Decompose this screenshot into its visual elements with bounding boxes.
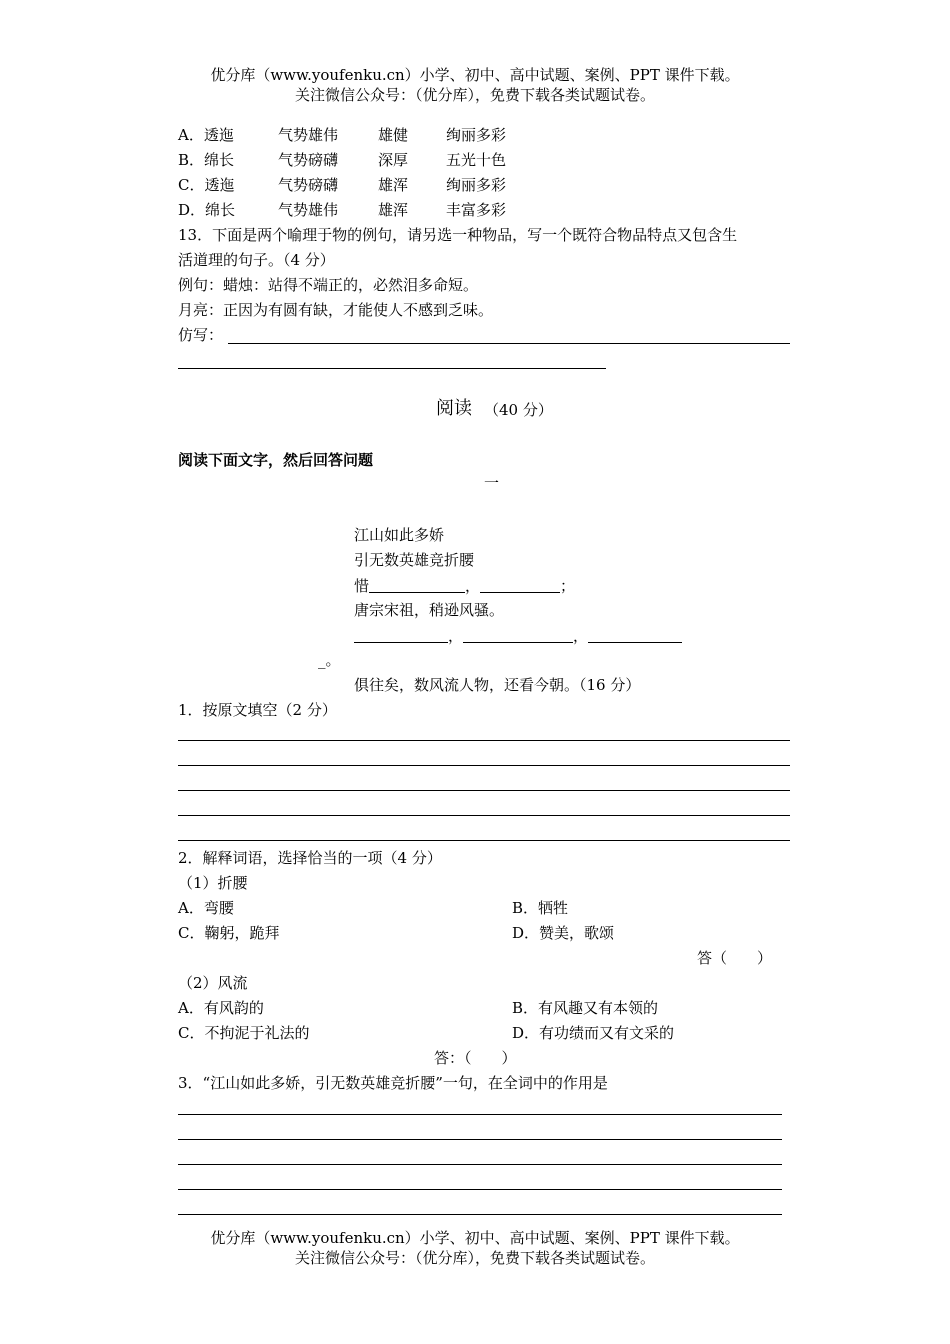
section-number: 一 <box>484 474 500 492</box>
q13-imitate-label: 仿写： <box>178 326 224 344</box>
q2-sub2-option-b: B．有风趣又有本领的 <box>512 999 659 1017</box>
q1-text: 1．按原文填空（2 分） <box>178 701 337 719</box>
poem-comma-2: ， <box>448 627 464 645</box>
option-b-col3: 深厚 <box>378 151 409 169</box>
poem-line-5 <box>354 628 682 644</box>
q1-answer-line[interactable] <box>178 740 790 741</box>
option-a-col4: 绚丽多彩 <box>446 126 507 144</box>
page-footer-line-1: 优分库（www.youfenku.cn）小学、初中、高中试题、案例、PPT 课件下载。 <box>210 1229 740 1247</box>
q13-line-1: 13．下面是两个喻理于物的例句，请另选一种物品，写一个既符合物品特点又包含生 <box>178 226 738 244</box>
q3-answer-line[interactable] <box>178 1189 782 1190</box>
q13-example-1: 例句：蜡烛：站得不端正的，必然泪多命短。 <box>178 276 479 294</box>
q3-text: 3．“江山如此多娇，引无数英雄竞折腰”一句，在全词中的作用是 <box>178 1074 608 1092</box>
option-b-col2: 气势磅礴 <box>278 151 339 169</box>
option-c-col4: 绚丽多彩 <box>446 176 507 194</box>
poem-semicolon: ； <box>560 577 576 595</box>
poem-blank-3[interactable] <box>354 628 448 643</box>
q2-sub2-option-c: C．不拘泥于礼法的 <box>178 1024 310 1042</box>
q2-sub1-option-b: B．牺牲 <box>512 899 569 917</box>
option-b-label: B．绵长 <box>178 151 235 169</box>
q1-answer-line[interactable] <box>178 790 790 791</box>
poem-line-5-end: _。 <box>318 651 341 669</box>
q2-text: 2．解释词语，选择恰当的一项（4 分） <box>178 849 442 867</box>
option-d-col3: 雄浑 <box>378 201 409 219</box>
poem-line-2: 引无数英雄竞折腰 <box>354 551 475 569</box>
q3-answer-line[interactable] <box>178 1139 782 1140</box>
q2-sub1: （1）折腰 <box>178 874 248 892</box>
q1-answer-line[interactable] <box>178 840 790 841</box>
option-b-col4: 五光十色 <box>446 151 507 169</box>
reading-score: （40 分） <box>484 401 553 419</box>
poem-blank-5[interactable] <box>588 628 682 643</box>
reading-instruction: 阅读下面文字，然后回答问题 <box>178 451 374 469</box>
option-c-label: C．透迤 <box>178 176 235 194</box>
q13-example-2: 月亮：正因为有圆有缺，才能使人不感到乏味。 <box>178 301 494 319</box>
poem-blank-2[interactable] <box>480 578 560 593</box>
poem-line-1: 江山如此多娇 <box>354 526 445 544</box>
q1-answer-line[interactable] <box>178 815 790 816</box>
q2-sub1-answer[interactable]: 答（ ） <box>697 949 773 967</box>
poem-blank-1[interactable] <box>369 578 465 593</box>
q13-answer-line-2[interactable] <box>178 368 606 369</box>
page-header-line-2: 关注微信公众号：（优分库），免费下载各类试题试卷。 <box>294 86 655 104</box>
poem-line-3 <box>354 578 575 594</box>
q2-sub2-option-d: D．有功绩而又有文采的 <box>512 1024 675 1042</box>
option-a-label: A．透迤 <box>178 126 234 144</box>
page-header-line-1: 优分库（www.youfenku.cn）小学、初中、高中试题、案例、PPT 课件下载。 <box>210 66 740 84</box>
poem-line-4: 唐宗宋祖，稍逊风骚。 <box>354 601 505 619</box>
poem-comma-3: ， <box>573 627 589 645</box>
option-d-label: D．绵长 <box>178 201 236 219</box>
q1-answer-line[interactable] <box>178 765 790 766</box>
q2-sub1-option-a: A．弯腰 <box>178 899 234 917</box>
page-footer-line-2: 关注微信公众号：（优分库），免费下载各类试题试卷。 <box>294 1249 655 1267</box>
q2-sub2: （2）风流 <box>178 974 248 992</box>
poem-line-6: 俱往矣，数风流人物，还看今朝。（16 分） <box>354 676 641 694</box>
poem-blank-4[interactable] <box>463 628 573 643</box>
q3-answer-line[interactable] <box>178 1164 782 1165</box>
q13-answer-line-1[interactable] <box>228 343 790 344</box>
q2-sub2-option-a: A．有风韵的 <box>178 999 264 1017</box>
q2-sub1-option-c: C．鞠躬，跪拜 <box>178 924 280 942</box>
q2-sub2-answer[interactable]: 答：（ ） <box>434 1049 517 1067</box>
option-a-col2: 气势雄伟 <box>278 126 339 144</box>
q3-answer-line[interactable] <box>178 1114 782 1115</box>
option-c-col2: 气势磅礴 <box>278 176 339 194</box>
q2-sub1-option-d: D．赞美，歌颂 <box>512 924 615 942</box>
q13-line-2: 活道理的句子。（4 分） <box>178 251 335 269</box>
option-c-col3: 雄浑 <box>378 176 409 194</box>
poem-comma-1: ， <box>465 577 481 595</box>
option-d-col4: 丰富多彩 <box>446 201 507 219</box>
option-a-col3: 雄健 <box>378 126 409 144</box>
option-d-col2: 气势雄伟 <box>278 201 339 219</box>
q3-answer-line[interactable] <box>178 1214 782 1215</box>
reading-title: 阅读 <box>436 398 472 419</box>
poem-line-3-start: 惜 <box>354 577 370 595</box>
